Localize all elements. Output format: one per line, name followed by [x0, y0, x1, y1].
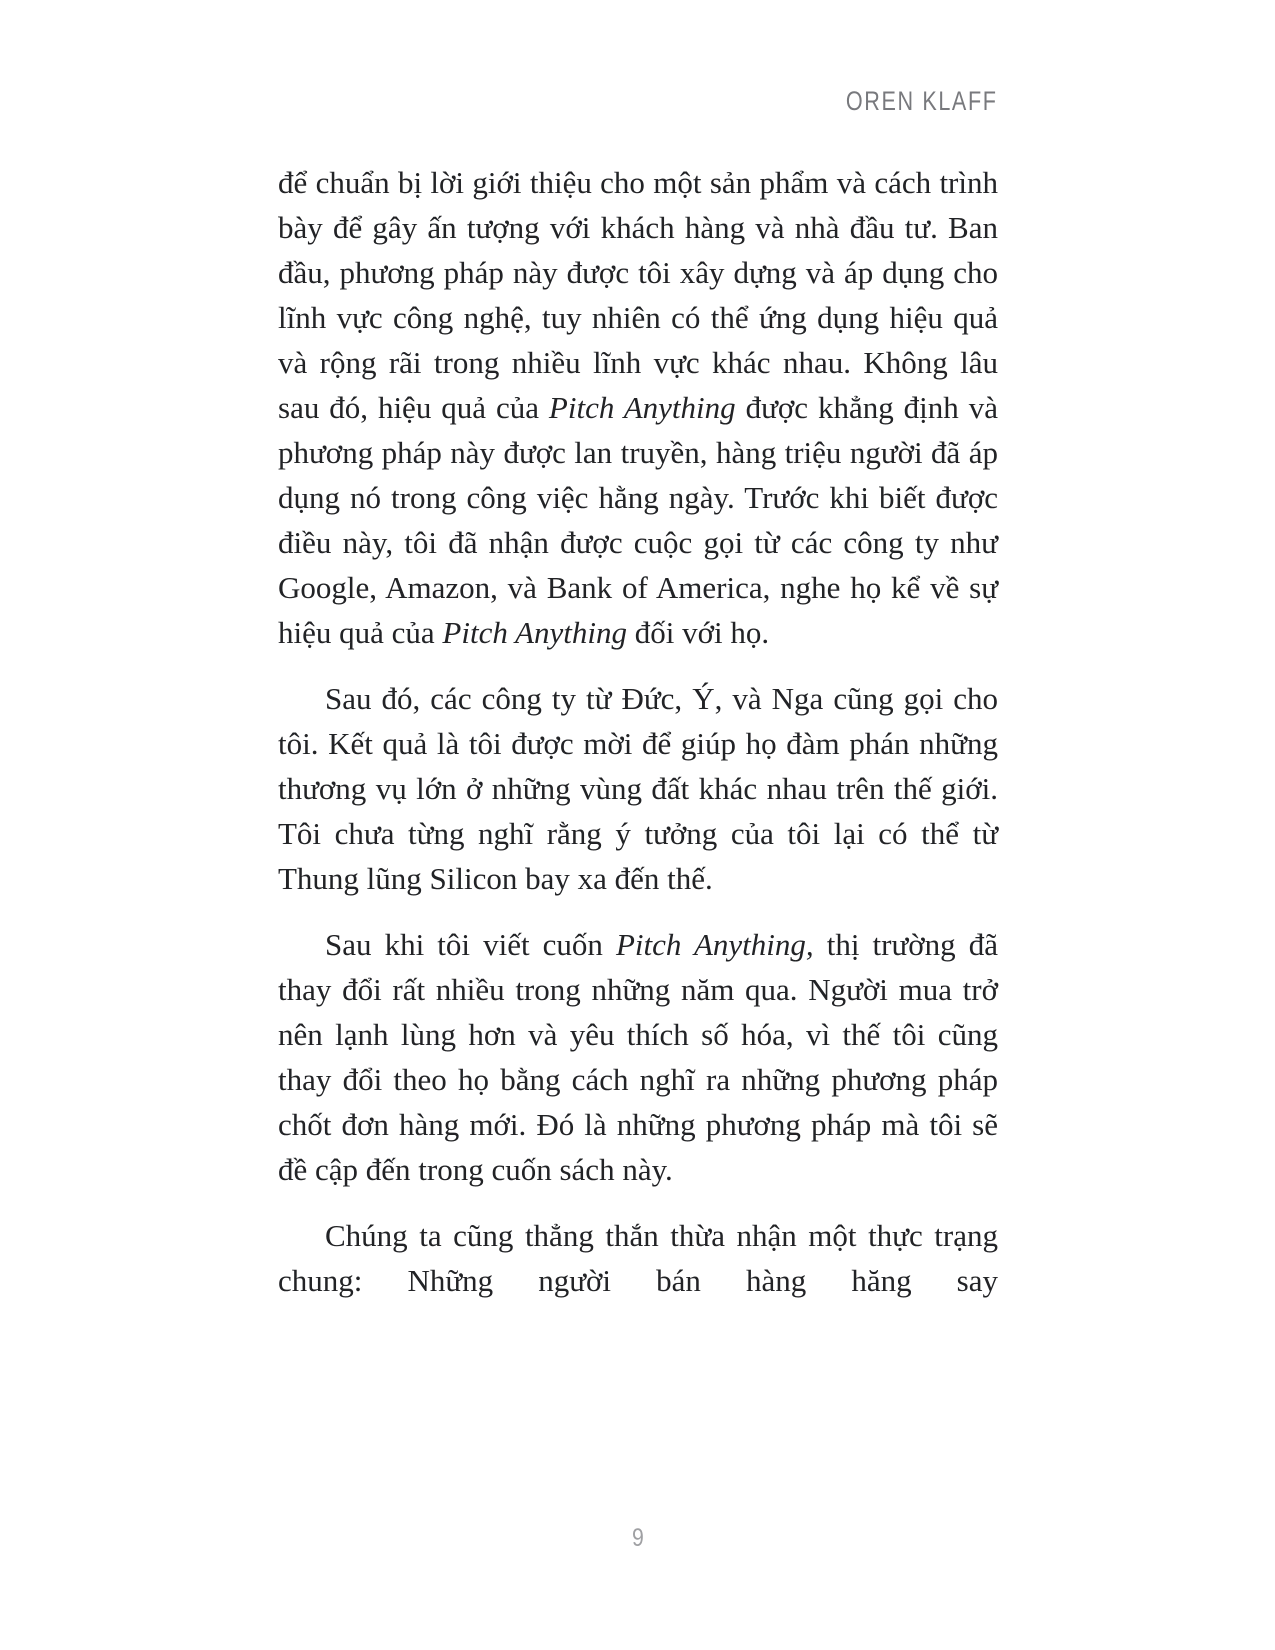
text-run: Sau khi tôi viết cuốn [325, 927, 616, 962]
text-run: được khẳng định và phương pháp này được lan truyền, hàng triệu người đã áp dụng nó trong công việc hằng ngày. Trước khi biết được điều này, tôi đã nhận được cuộc gọi từ các công ty như Google, Amazon, và Bank of America, nghe họ kể về sự hiệu quả của [278, 390, 998, 650]
running-header-author: OREN KLAFF [846, 86, 998, 116]
page-footer [0, 1524, 1275, 1553]
text-run: thị trường đã thay đổi rất nhiều trong những năm qua. Người mua trở nên lạnh lùng hơn và yêu thích số hóa, vì thế tôi cũng thay đổi theo họ bằng cách nghĩ ra những phương pháp chốt đơn hàng mới. Đó là những phương pháp mà tôi sẽ đề cập đến trong cuốn sách này. [278, 927, 998, 1187]
paragraph [278, 1213, 998, 1303]
text-run: đối với họ. [626, 615, 770, 650]
text-run: để chuẩn bị lời giới thiệu cho một sản phẩm và cách trình bày để gây ấn tượng với khách hàng và nhà đầu tư. Ban đầu, phương pháp này được tôi xây dựng và áp dụng cho lĩnh vực công nghệ, tuy nhiên có thể ứng dụng hiệu quả và rộng rãi trong nhiều lĩnh vực khác nhau. Không lâu sau đó, hiệu quả của [278, 165, 998, 425]
book-title-italic: Pitch Anything [548, 390, 736, 425]
text-run: Chúng ta cũng thẳng thắn thừa nhận một thực trạng chung: Những người bán hàng hăng say [278, 1218, 998, 1298]
page-number: 9 [631, 1524, 644, 1552]
text-run: Sau đó, các công ty từ Đức, Ý, và Nga cũng gọi cho tôi. Kết quả là tôi được mời để giúp họ đàm phán những thương vụ lớn ở những vùng đất khác nhau trên thế giới. Tôi chưa từng nghĩ rằng ý tưởng của tôi lại có thể từ Thung lũng Silicon bay xa đến thế. [278, 681, 998, 896]
paragraph [278, 160, 998, 655]
paragraph [278, 676, 998, 901]
running-header [808, 86, 998, 117]
book-title-italic: Pitch Anything [442, 615, 627, 650]
book-title-italic: Pitch Anything, [616, 927, 814, 962]
text-column [278, 160, 998, 1324]
paragraph [278, 922, 998, 1192]
